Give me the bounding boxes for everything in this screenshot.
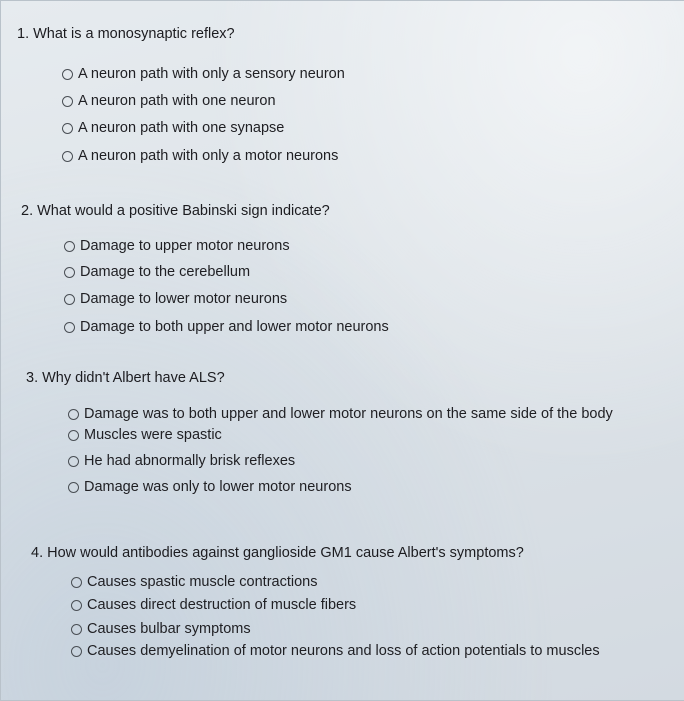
question-3-text: 3. Why didn't Albert have ALS? bbox=[26, 370, 225, 386]
radio-button-icon[interactable] bbox=[64, 322, 75, 333]
radio-button-icon[interactable] bbox=[62, 96, 73, 107]
radio-button-icon[interactable] bbox=[64, 267, 75, 278]
radio-button-icon[interactable] bbox=[64, 241, 75, 252]
question-4-option-3[interactable] bbox=[71, 621, 251, 637]
option-label: Damage to upper motor neurons bbox=[80, 238, 290, 254]
radio-button-icon[interactable] bbox=[62, 123, 73, 134]
option-label: Damage to both upper and lower motor neurons bbox=[80, 319, 389, 335]
radio-button-icon[interactable] bbox=[71, 577, 82, 588]
radio-button-icon[interactable] bbox=[71, 600, 82, 611]
option-label: Causes spastic muscle contractions bbox=[87, 574, 318, 590]
option-label: Damage to lower motor neurons bbox=[80, 291, 288, 307]
radio-button-icon[interactable] bbox=[68, 430, 79, 441]
question-1-option-4[interactable] bbox=[62, 148, 338, 164]
radio-button-icon[interactable] bbox=[62, 69, 73, 80]
question-1-option-2[interactable] bbox=[62, 93, 276, 109]
question-3-option-1[interactable] bbox=[68, 406, 613, 422]
question-4-text: 4. How would antibodies against ganglioside GM1 cause Albert's symptoms? bbox=[31, 545, 524, 561]
option-label: Causes bulbar symptoms bbox=[87, 621, 251, 637]
radio-button-icon[interactable] bbox=[71, 624, 82, 635]
option-label: Damage was only to lower motor neurons bbox=[84, 479, 352, 495]
question-4-option-1[interactable] bbox=[71, 574, 318, 590]
radio-button-icon[interactable] bbox=[62, 151, 73, 162]
radio-button-icon[interactable] bbox=[68, 409, 79, 420]
option-label: Causes direct destruction of muscle fibers bbox=[87, 597, 357, 613]
option-label: Damage to the cerebellum bbox=[80, 264, 251, 280]
option-label: Causes demyelination of motor neurons and loss of action potentials to muscles bbox=[87, 643, 600, 659]
question-3-option-4[interactable] bbox=[68, 479, 352, 495]
option-label: A neuron path with one synapse bbox=[78, 120, 285, 136]
question-1-option-3[interactable] bbox=[62, 120, 284, 136]
option-label: He had abnormally brisk reflexes bbox=[84, 453, 296, 469]
question-4-option-2[interactable] bbox=[71, 597, 356, 613]
option-label: A neuron path with only a sensory neuron bbox=[78, 66, 345, 82]
option-label: A neuron path with one neuron bbox=[78, 93, 276, 109]
question-1-text: 1. What is a monosynaptic reflex? bbox=[17, 26, 235, 42]
radio-button-icon[interactable] bbox=[71, 646, 82, 657]
radio-button-icon[interactable] bbox=[64, 294, 75, 305]
question-3-option-3[interactable] bbox=[68, 453, 295, 469]
question-2-option-2[interactable] bbox=[64, 264, 250, 280]
question-2-text: 2. What would a positive Babinski sign indicate? bbox=[21, 203, 330, 219]
question-2-option-4[interactable] bbox=[64, 319, 389, 335]
option-label: Damage was to both upper and lower motor neurons on the same side of the body bbox=[84, 406, 613, 422]
question-2-option-1[interactable] bbox=[64, 238, 290, 254]
radio-button-icon[interactable] bbox=[68, 456, 79, 467]
radio-button-icon[interactable] bbox=[68, 482, 79, 493]
question-3-option-2[interactable] bbox=[68, 427, 222, 443]
question-2-option-3[interactable] bbox=[64, 291, 287, 307]
question-1-option-1[interactable] bbox=[62, 66, 345, 82]
question-4-option-4[interactable] bbox=[71, 643, 600, 659]
option-label: A neuron path with only a motor neurons bbox=[78, 148, 339, 164]
option-label: Muscles were spastic bbox=[84, 427, 222, 443]
